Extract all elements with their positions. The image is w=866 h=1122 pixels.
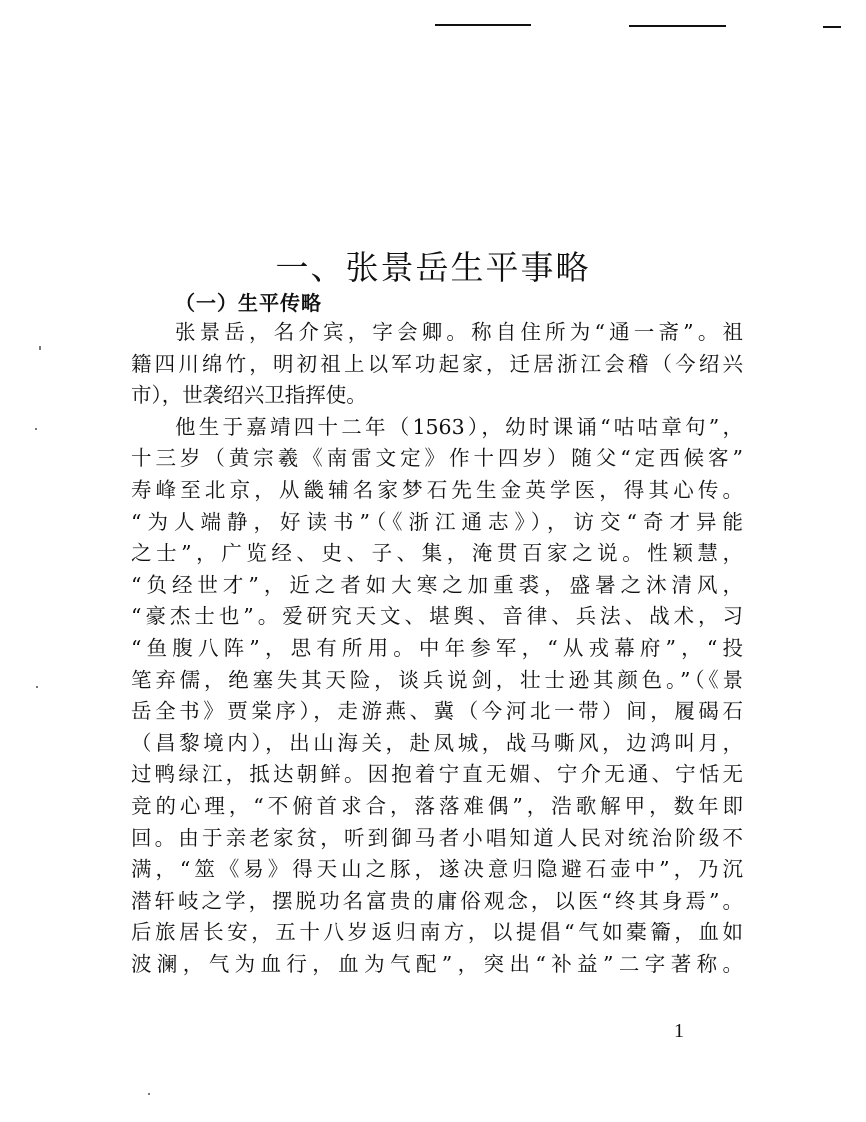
paragraph-line: 波澜，气为血行，血为气配”，突出“补益”二字著称。 xyxy=(131,951,743,976)
scan-speck xyxy=(148,1093,150,1095)
body-text xyxy=(131,317,743,980)
paragraph-line: 过鸭绿江，抵达朝鲜。因抱着宁直无媚、宁介无通、宁恬无 xyxy=(131,762,743,787)
section-heading: （一）生平传略 xyxy=(175,291,322,315)
paragraph-line: 后旅居长安，五十八岁返归南方，以提倡“气如橐籥，血如 xyxy=(131,920,743,945)
chapter-title: 一、张景岳生平事略 xyxy=(275,248,591,288)
paragraph-line: 岳全书》贾棠序），走游燕、冀（今河北一带）间，履碣石 xyxy=(131,699,743,724)
paragraph-line: 籍四川绵竹，明初祖上以军功起家，迁居浙江会稽（今绍兴 xyxy=(131,351,743,376)
paragraph-line: 他生于嘉靖四十二年（1563），幼时课诵“咕咕章句”， xyxy=(175,414,743,439)
paragraph-line: “负经世才”，近之者如大寒之加重裘，盛暑之沐清风， xyxy=(131,572,743,597)
header-rule-1 xyxy=(435,24,531,26)
paragraph-line: 市），世袭绍兴卫指挥使。 xyxy=(131,383,367,408)
paragraph-line: 竞的心理，“不俯首求合，落落难偶”，浩歌解甲，数年即 xyxy=(131,793,743,818)
paragraph-line: 之士”，广览经、史、子、集，淹贯百家之说。性颖慧， xyxy=(131,541,743,566)
paragraph-line: “鱼腹八阵”，思有所用。中年参军，“从戎幕府”，“投 xyxy=(131,635,743,660)
header-rule-2 xyxy=(629,25,726,27)
paragraph-line: “豪杰士也”。爱研究天文、堪舆、音律、兵法、战术，习 xyxy=(131,604,743,629)
header-rule-3 xyxy=(823,26,841,28)
paragraph-line: 张景岳，名介宾，字会卿。称自住所为“通一斋”。祖 xyxy=(175,320,743,344)
paragraph-line: 笔弃儒，绝塞失其天险，谈兵说剑，壮士逊其颜色。”（《景 xyxy=(131,667,743,692)
scan-speck xyxy=(35,428,37,430)
paragraph-line: “为人端静，好读书”（《浙江通志》），访交“奇才异能 xyxy=(131,509,743,534)
paragraph-line: 寿峰至北京，从畿辅名家梦石先生金英学医，得其心传。 xyxy=(131,477,743,502)
paragraph-line: （昌黎境内），出山海关，赴凤城，战马嘶风，边鸿叫月， xyxy=(131,730,743,755)
scan-speck xyxy=(39,346,41,350)
paragraph-line: 十三岁（黄宗羲《南雷文定》作十四岁）随父“定西候客” xyxy=(131,446,743,471)
page-number: 1 xyxy=(674,1020,684,1042)
paragraph-line: 满，“筮《易》得天山之豚，遂决意归隐避石壶中”，乃沉 xyxy=(131,857,743,882)
scan-speck xyxy=(36,686,38,688)
paragraph-line: 回。由于亲老家贫，听到御马者小唱知道人民对统治阶级不 xyxy=(131,825,743,850)
paragraph-line: 潜轩岐之学，摆脱功名富贵的庸俗观念，以医“终其身焉”。 xyxy=(131,888,743,913)
